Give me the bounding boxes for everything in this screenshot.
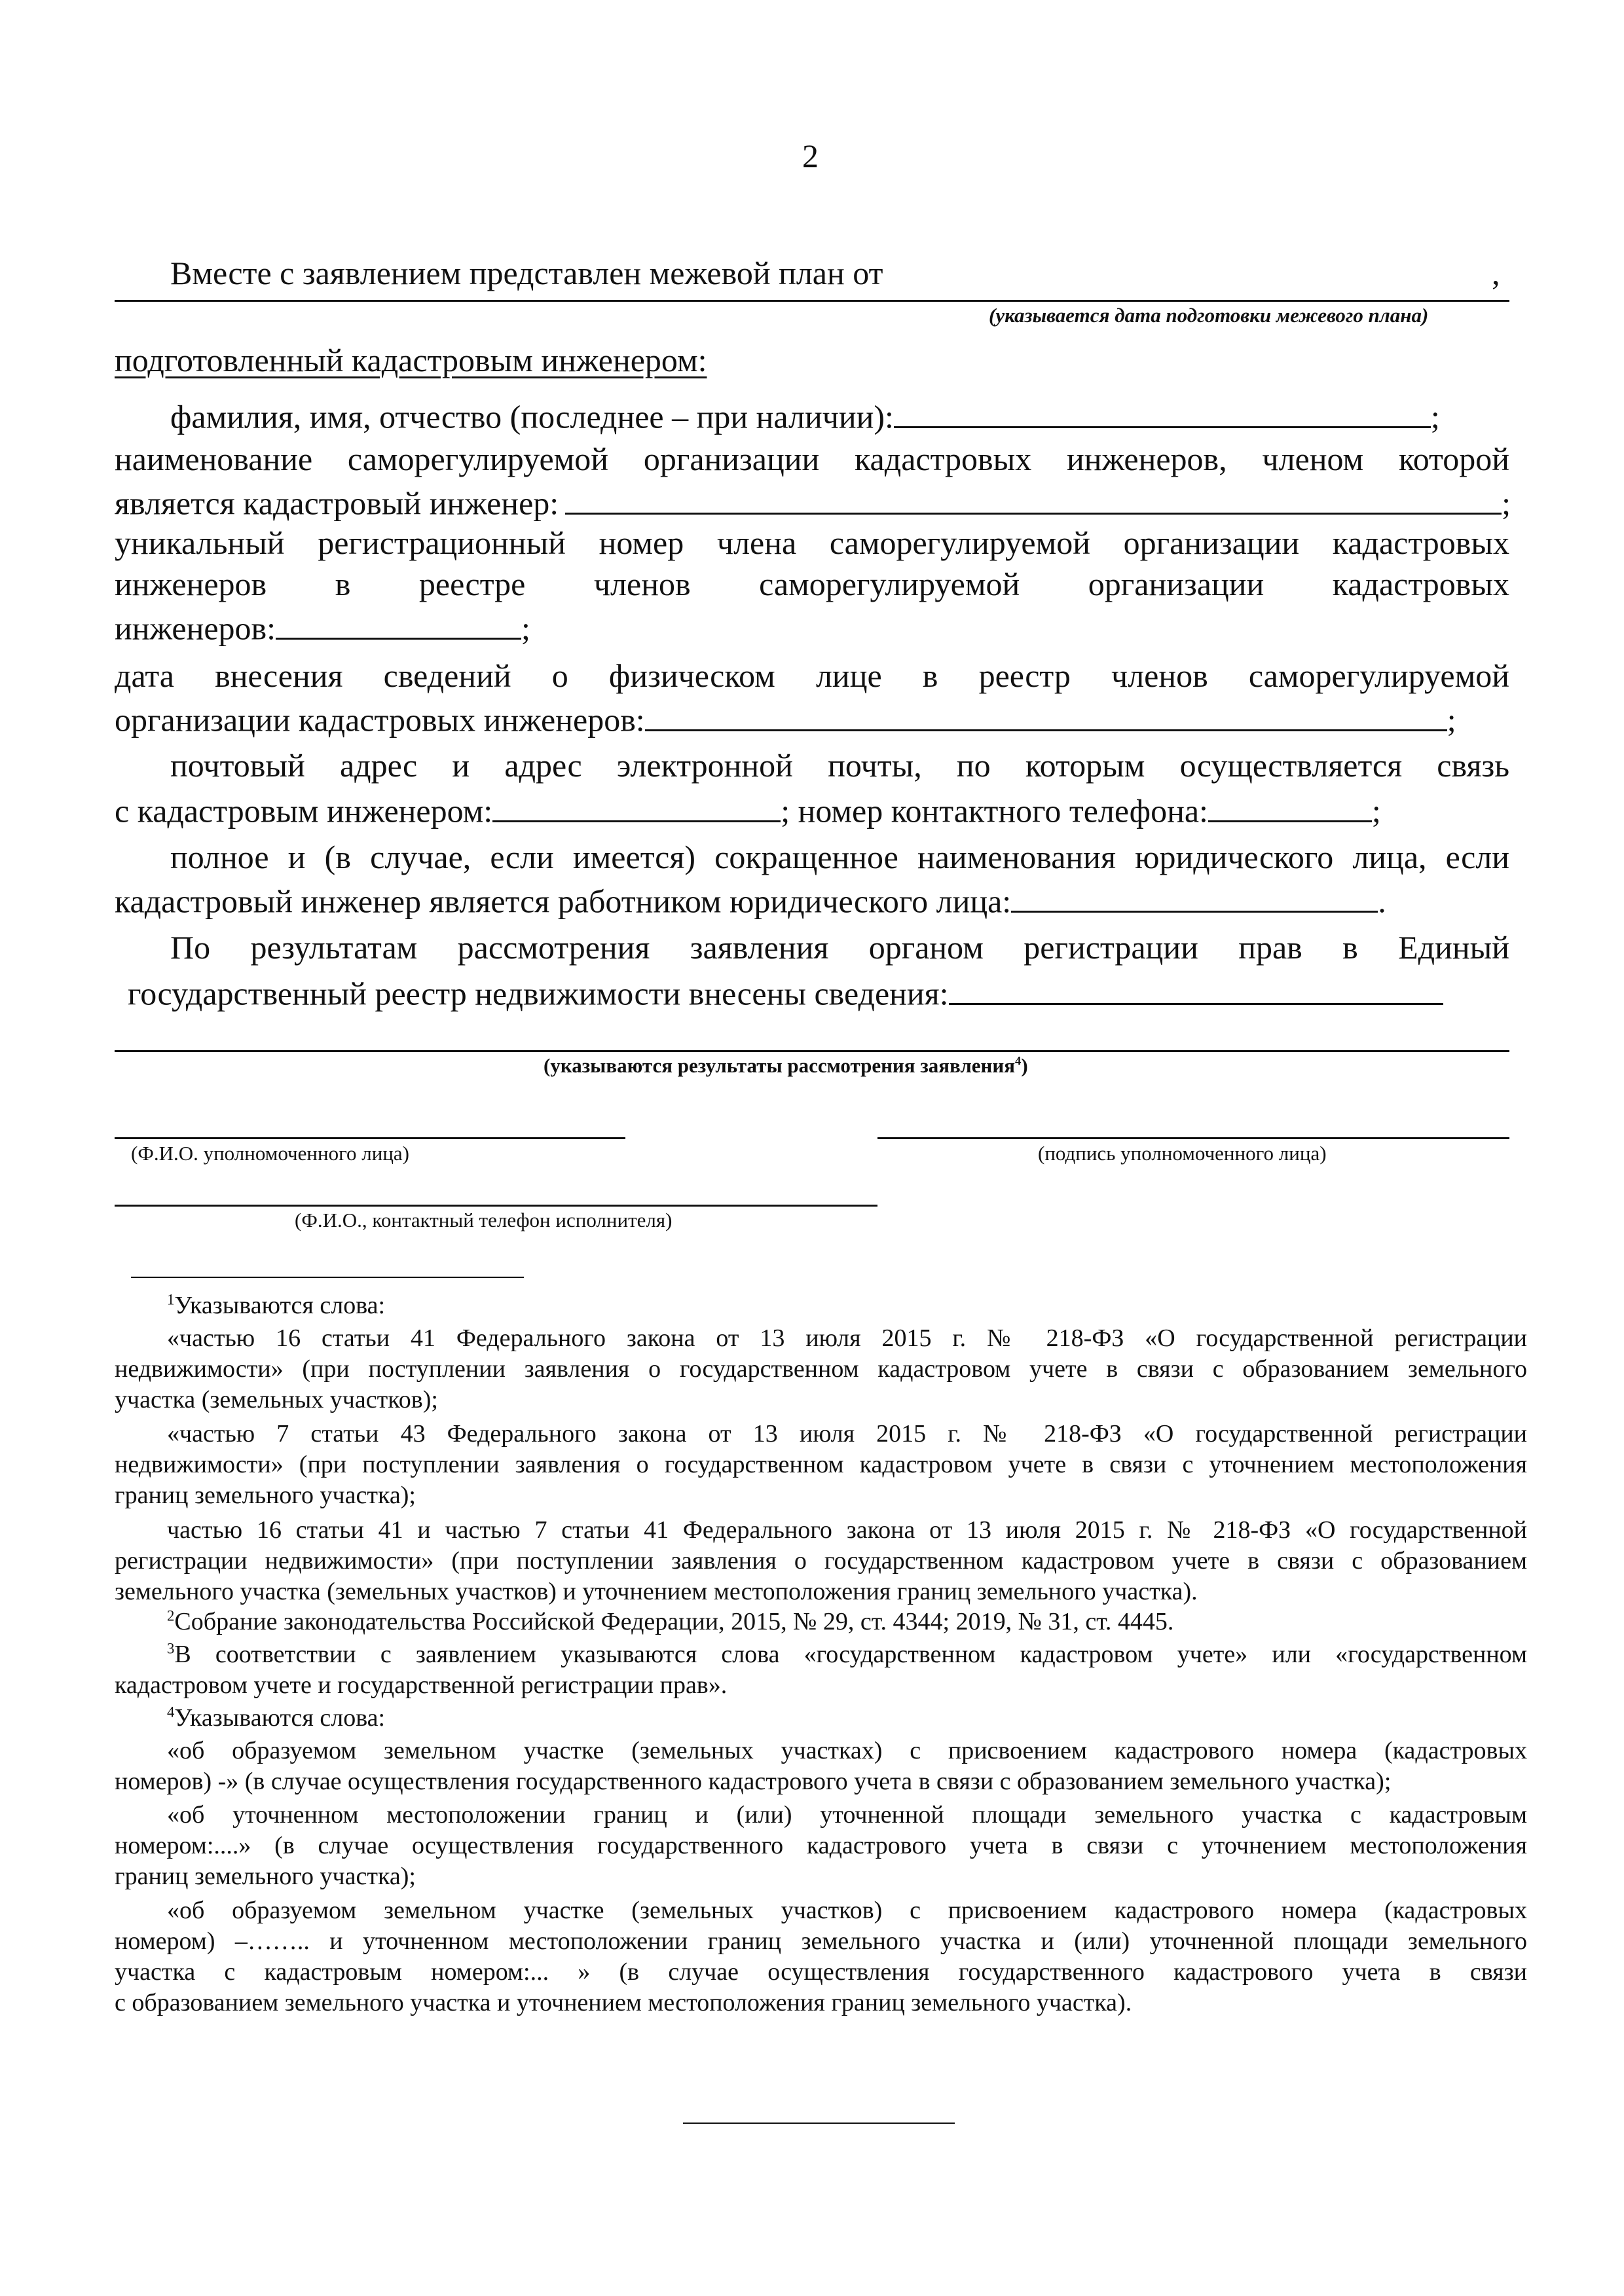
date-line-1: дата внесения сведений о физическом лице в реестр членов саморегулируемой xyxy=(115,657,1509,694)
sro-semicolon: ; xyxy=(1502,484,1511,522)
executor-rule[interactable] xyxy=(115,1205,877,1207)
footnote-4-title: $^4$Указываются слова: xyxy=(167,1704,386,1732)
footnote-1a-line-2: недвижимости» (при поступлении заявления о государственном кадастровом учете в связи с образованием земельного xyxy=(115,1355,1527,1383)
footnote-4c-line-3: участка с кадастровым номером:... » (в случае осуществления государственного кадастрового учета в связи xyxy=(115,1958,1527,1986)
org-field xyxy=(115,879,1386,918)
reg-semicolon: ; xyxy=(521,610,530,647)
sro-label: является кадастровый инженер: xyxy=(115,484,559,522)
phone-blank[interactable] xyxy=(1208,789,1372,822)
footnote-1a-line-3: участка (земельных участков); xyxy=(115,1386,438,1413)
date-blank[interactable] xyxy=(645,698,1447,731)
fio-signer-caption: (Ф.И.О. уполномоченного лица) xyxy=(131,1142,410,1165)
mail-label: с кадастровым инженером: xyxy=(115,792,493,829)
reg-label: инженеров: xyxy=(115,610,276,647)
footnote-4b-line-3: границ земельного участка); xyxy=(115,1863,416,1890)
result-line-1: По результатам рассмотрения заявления органом регистрации прав в Единый xyxy=(170,929,1509,966)
footnote-4a-line-1: «об образуемом земельном участке (земельных участках) с присвоением кадастрового номера (кадастровых xyxy=(167,1737,1527,1764)
result-label: государственный реестр недвижимости внесены сведения: xyxy=(128,975,949,1012)
sro-blank[interactable] xyxy=(565,481,1502,515)
result-rule xyxy=(115,1050,1509,1052)
footnote-1c-line-1: частью 16 статьи 41 и частью 7 статьи 41 Федерального закона от 13 июля 2015 г. № 218-ФЗ «О государственной xyxy=(167,1516,1527,1544)
sro-line-1: наименование саморегулируемой организации кадастровых инженеров, членом которой xyxy=(115,441,1509,477)
footnote-1-title: $^1$Указываются слова: xyxy=(167,1291,386,1319)
date-semicolon: ; xyxy=(1447,701,1456,738)
footnote-1c-line-3: земельного участка (земельных участков) и уточнением местоположения границ земельного участка). xyxy=(115,1578,1198,1605)
footnote-4c-line-1: «об образуемом земельном участке (земельных участков) с присвоением кадастрового номера (кадастровых xyxy=(167,1897,1527,1924)
executor-caption: (Ф.И.О., контактный телефон исполнителя) xyxy=(295,1209,673,1231)
mail-line-1: почтовый адрес и адрес электронной почты, по которым осуществляется связь xyxy=(170,747,1509,784)
sro-field xyxy=(115,481,1511,520)
footnote-4b-line-2: номером:....» (в случае осуществления государственного кадастрового учета в связи с уточнением местоположения xyxy=(115,1832,1527,1859)
intro-text: Вместе с заявлением представлен межевой план от xyxy=(170,255,883,291)
footnote-4c-line-2: номером) –…….. и уточненном местоположении границ земельного участка и (или) уточненной площади земельного xyxy=(115,1927,1527,1955)
footnote-4a-line-2: номеров) -» (в случае осуществления государственного кадастрового учета в связи с образованием земельного участка); xyxy=(115,1768,1392,1795)
footnote-separator xyxy=(131,1277,524,1278)
reg-line-1: уникальный регистрационный номер члена саморегулируемой организации кадастровых xyxy=(115,524,1509,561)
result-field xyxy=(128,972,1443,1010)
intro-caption: (указывается дата подготовки межевого плана) xyxy=(989,304,1429,327)
footnote-2: $^2$Собрание законодательства Российской Федерации, 2015, № 29, ст. 4344; 2019, № 31, ст. 4445. xyxy=(167,1607,1174,1635)
org-line-1: полное и (в случае, если имеется) сокращенное наименования юридического лица, если xyxy=(170,839,1509,875)
phone-semicolon: ; xyxy=(1371,792,1381,829)
page-number: 2 xyxy=(802,137,819,174)
date-label: организации кадастровых инженеров: xyxy=(115,701,645,738)
footnote-4c-line-4: с образованием земельного участка и уточнением местоположения границ земельного участка). xyxy=(115,1989,1132,2016)
reg-blank[interactable] xyxy=(276,606,521,640)
footnote-3-line-2: кадастровом учете и государственной регистрации прав». xyxy=(115,1671,728,1699)
fio-semicolon: ; xyxy=(1430,398,1440,435)
phone-label: ; номер контактного телефона: xyxy=(781,792,1208,829)
intro-comma: , xyxy=(1492,255,1500,291)
mail-field xyxy=(115,789,1381,828)
org-blank[interactable] xyxy=(1011,879,1378,913)
intro-rule xyxy=(115,300,1509,302)
mail-blank[interactable] xyxy=(492,789,781,822)
footnote-1c-line-2: регистрации недвижимости» (при поступлении заявления о государственном кадастровом учете в связи с образованием xyxy=(115,1547,1527,1575)
reg-line-2: инженеров в реестре членов саморегулируемой организации кадастровых xyxy=(115,566,1509,602)
footnote-1b-line-1: «частью 7 статьи 43 Федерального закона от 13 июля 2015 г. № 218-ФЗ «О государственной регистрации xyxy=(167,1420,1527,1448)
signature-caption: (подпись уполномоченного лица) xyxy=(1038,1142,1327,1165)
footnote-1b-line-3: границ земельного участка); xyxy=(115,1482,416,1509)
fio-label: фамилия, имя, отчество (последнее – при наличии): xyxy=(170,398,894,435)
fio-blank[interactable] xyxy=(894,395,1431,428)
heading: подготовленный кадастровым инженером: xyxy=(115,342,707,378)
result-blank[interactable] xyxy=(949,972,1443,1005)
footnote-1a-line-1: «частью 16 статьи 41 Федерального закона от 13 июля 2015 г. № 218-ФЗ «О государственной регистрации xyxy=(167,1324,1527,1352)
end-rule xyxy=(683,2123,955,2124)
fio-signer-rule[interactable] xyxy=(115,1137,625,1139)
footnote-3-line-1: $^3$В соответствии с заявлением указываются слова «государственном кадастровом учете» или «государственном xyxy=(167,1640,1527,1668)
reg-field xyxy=(115,606,530,645)
footnote-4b-line-1: «об уточненном местоположении границ и (или) уточненной площади земельного участка с кадастровым xyxy=(167,1801,1527,1829)
result-caption: (указываются результаты рассмотрения заявления$^4$) xyxy=(544,1054,1028,1077)
signature-rule[interactable] xyxy=(877,1137,1509,1139)
footnote-1b-line-2: недвижимости» (при поступлении заявления о государственном кадастровом учете в связи с уточнением местоположения xyxy=(115,1451,1527,1478)
fio-field xyxy=(170,395,1440,433)
date-field xyxy=(115,698,1456,737)
org-period: . xyxy=(1378,883,1386,920)
org-label: кадастровый инженер является работником юридического лица: xyxy=(115,883,1012,920)
